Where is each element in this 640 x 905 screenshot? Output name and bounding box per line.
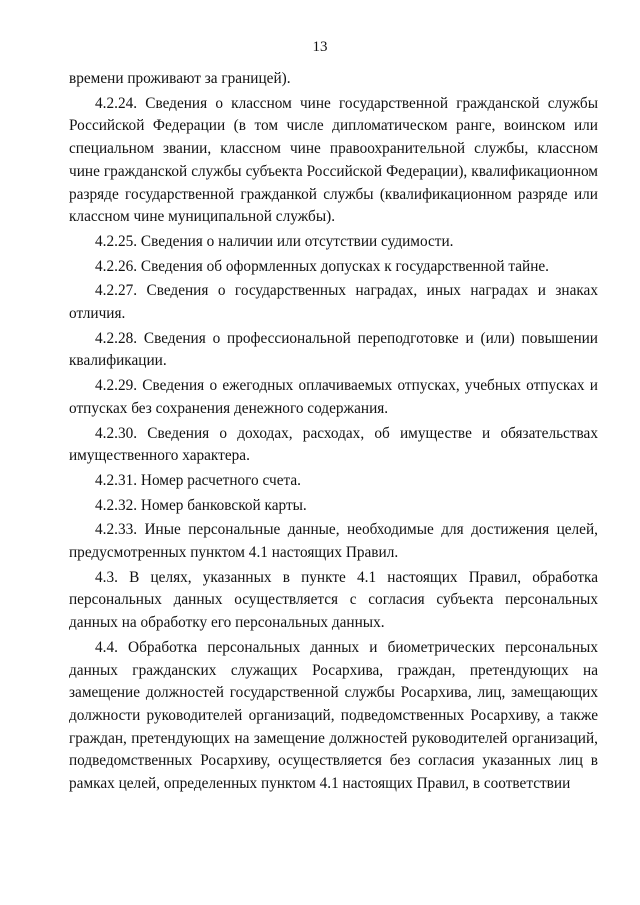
document-body (69, 68, 598, 798)
paragraph-4-4: 4.4. Обработка персональных данных и биометрических персональных данных гражданских служащих Росархива, граждан, претендующих на замещение должностей государственной службы Росархива, лиц, замещающих должности руководителей организаций, подведомственных Росархиву, а также граждан, претендующих на замещение должностей руководителей организаций, подведомственных Росархиву, осуществляется без согласия указанных лиц в рамках целей, определенных пунктом 4.1 настоящих Правил, в соответствии (69, 638, 598, 793)
paragraph-4-2-33: 4.2.33. Иные персональные данные, необходимые для достижения целей, предусмотренных пунктом 4.1 настоящих Правил. (69, 521, 598, 562)
paragraph-4-2-32: 4.2.32. Номер банковской карты. (95, 496, 307, 514)
paragraph-4-2-30: 4.2.30. Сведения о доходах, расходах, об имуществе и обязательствах имущественного характера. (69, 424, 598, 465)
paragraph-4-2-28: 4.2.28. Сведения о профессиональной переподготовке и (или) повышении квалификации. (69, 329, 598, 370)
paragraph-4-2-27: 4.2.27. Сведения о государственных наградах, иных наградах и знаках отличия. (69, 282, 598, 323)
paragraph-4-2-24: 4.2.24. Сведения о классном чине государственной гражданской службы Российской Федерации (в том числе дипломатическом ранге, воинском или специальном звании, классном чине правоохранительной службы, классном чине гражданской службы субъекта Российской Федерации), квалификационном разряде государственной гражданкой службы (квалификационном разряде или классном чине муниципальной службы). (69, 94, 598, 226)
paragraph-4-3: 4.3. В целях, указанных в пункте 4.1 настоящих Правил, обработка персональных данных осуществляется с согласия субъекта персональных данных на обработку его персональных данных. (69, 568, 598, 632)
paragraph-continuation: времени проживают за границей). (69, 70, 291, 87)
paragraph-4-2-29: 4.2.29. Сведения о ежегодных оплачиваемых отпусках, учебных отпусках и отпусках без сохранения денежного содержания. (69, 377, 598, 417)
paragraph-4-2-26: 4.2.26. Сведения об оформленных допусках к государственной тайне. (95, 257, 549, 275)
page-number: 13 (312, 39, 328, 55)
paragraph-4-2-31: 4.2.31. Номер расчетного счета. (95, 471, 301, 489)
paragraph-4-2-25: 4.2.25. Сведения о наличии или отсутствии судимости. (95, 232, 454, 250)
